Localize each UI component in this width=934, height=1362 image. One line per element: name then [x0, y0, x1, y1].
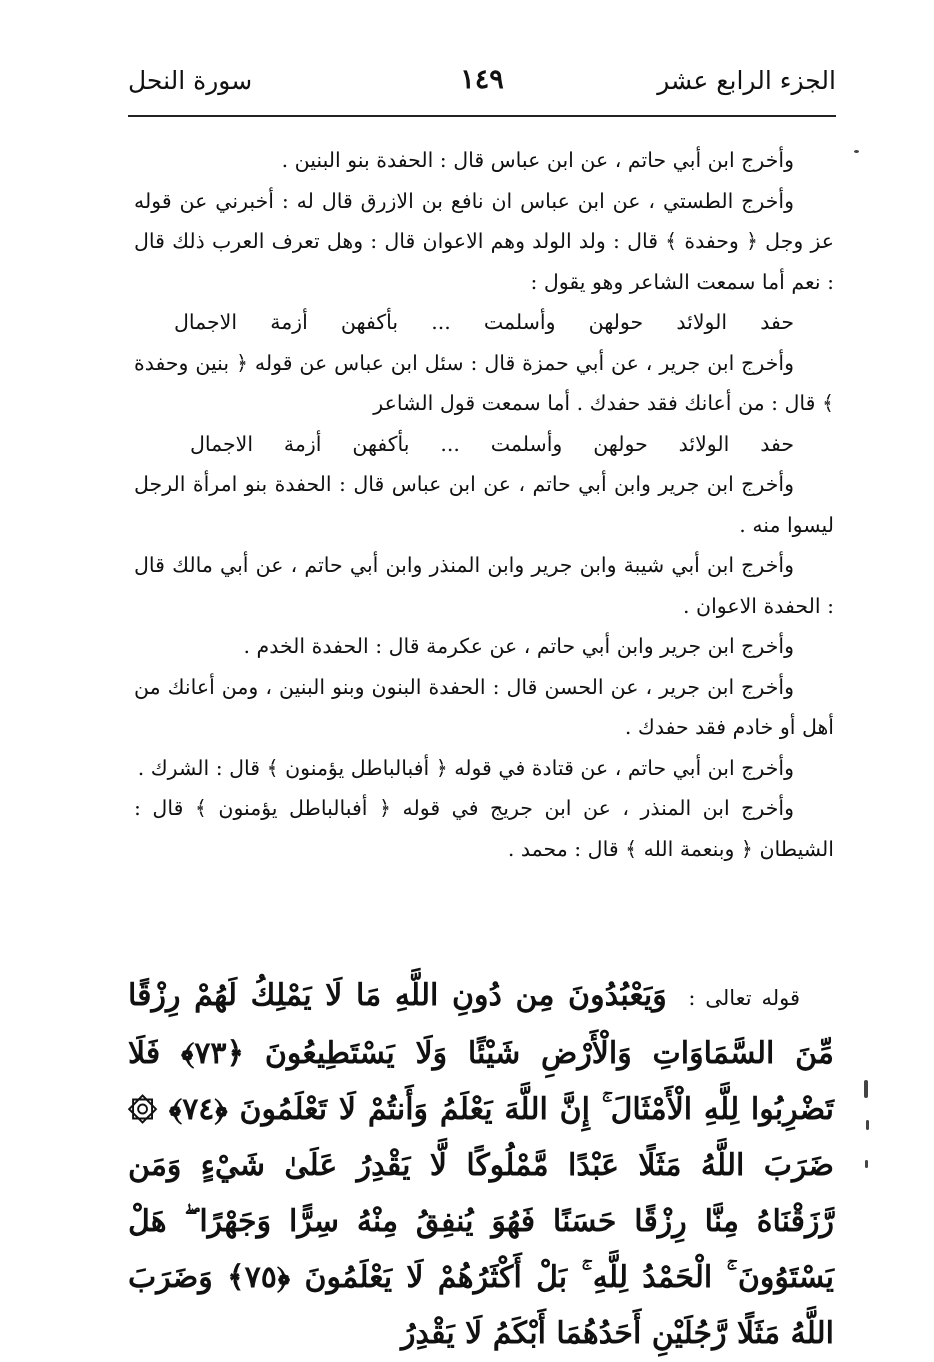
poetry-verse: حفد الولائد حولهن وأسلمت ... بأكفهن أزمة الاجمال [174, 310, 794, 334]
speck [865, 1160, 868, 1168]
paragraph: وأخرج ابن أبي حاتم ، عن قتادة في قوله ﴿ أفبالباطل يؤمنون ﴾ قال : الشرك . [137, 755, 794, 780]
quran-intro: قوله تعالى : [688, 986, 801, 1010]
paragraph: وأخرج ابن جرير وابن أبي حاتم ، عن عكرمة قال : الحفدة الخدم . [243, 634, 794, 658]
page-header [128, 62, 836, 106]
page-number: ١٤٩ [460, 64, 504, 95]
paragraph: وأخرج ابن جرير وابن أبي حاتم ، عن ابن عباس قال : الحفدة بنو امرأة الرجل ليسوا منه . [134, 472, 834, 537]
quran-passage [128, 968, 834, 1362]
header-divider [128, 115, 836, 117]
quran-text: وَيَعْبُدُونَ مِن دُونِ اللَّهِ مَا لَا يَمْلِكُ لَهُمْ رِزْقًا مِّنَ السَّمَاوَاتِ وَالْأَرْضِ شَيْئًا وَلَا يَسْتَطِيعُونَ ﴿٧٣﴾ فَلَا تَضْرِبُوا لِلَّهِ الْأَمْثَالَ ۚ إِنَّ اللَّهَ يَعْلَمُ وَأَنتُمْ لَا تَعْلَمُونَ ﴿٧٤﴾ ۞ ضَرَبَ اللَّهُ مَثَلًا عَبْدًا مَّمْلُوكًا لَّا يَقْدِرُ عَلَىٰ شَيْءٍ وَمَن رَّزَقْنَاهُ مِنَّا رِزْقًا حَسَنًا فَهُوَ يُنفِقُ مِنْهُ سِرًّا وَجَهْرًا ۖ هَلْ يَسْتَوُونَ ۚ الْحَمْدُ لِلَّهِ ۚ بَلْ أَكْثَرُهُمْ لَا يَعْلَمُونَ ﴿٧٥﴾ وَضَرَبَ اللَّهُ مَثَلًا رَّجُلَيْنِ أَحَدُهُمَا أَبْكَمُ لَا يَقْدِرُ [128, 978, 835, 1351]
paragraph: وأخرج ابن جرير ، عن أبي حمزة قال : سئل ابن عباس عن قوله ﴿ بنين وحفدة ﴾ قال : من أعانك فقد حفدك . أما سمعت قول الشاعر [134, 350, 834, 415]
scan-specks [844, 1040, 874, 1200]
paragraph: وأخرج ابن أبي حاتم ، عن ابن عباس قال : الحفدة بنو البنين . [281, 148, 794, 172]
paragraph: وأخرج ابن المنذر ، عن ابن جريج في قوله ﴿ أفبالباطل يؤمنون ﴾ قال : الشيطان ﴿ وبنعمة الله ﴾ قال : محمد . [134, 796, 834, 861]
poetry-verse: حفد الولائد حولهن وأسلمت ... بأكفهن أزمة الاجمال [190, 431, 794, 456]
speck [854, 150, 859, 153]
surah-title: سورة النحل [128, 66, 253, 95]
speck [864, 1080, 868, 1098]
paragraph: وأخرج ابن جرير ، عن الحسن قال : الحفدة البنون وبنو البنين ، ومن أعانك من أهل أو خادم فقد حفدك . [134, 674, 834, 739]
commentary-text [134, 140, 834, 869]
speck [866, 1120, 869, 1130]
part-title: الجزء الرابع عشر [657, 66, 836, 95]
paragraph: وأخرج ابن أبي شيبة وابن جرير وابن المنذر وابن أبي حاتم ، عن أبي مالك قال : الحفدة الاعوان . [134, 553, 834, 618]
paragraph: وأخرج الطستي ، عن ابن عباس ان نافع بن الازرق قال له : أخبرني عن قوله عز وجل ﴿ وحفدة ﴾ قال : ولد الولد وهم الاعوان قال : وهل تعرف العرب ذلك قال : نعم أما سمعت الشاعر وهو يقول : [134, 188, 834, 294]
